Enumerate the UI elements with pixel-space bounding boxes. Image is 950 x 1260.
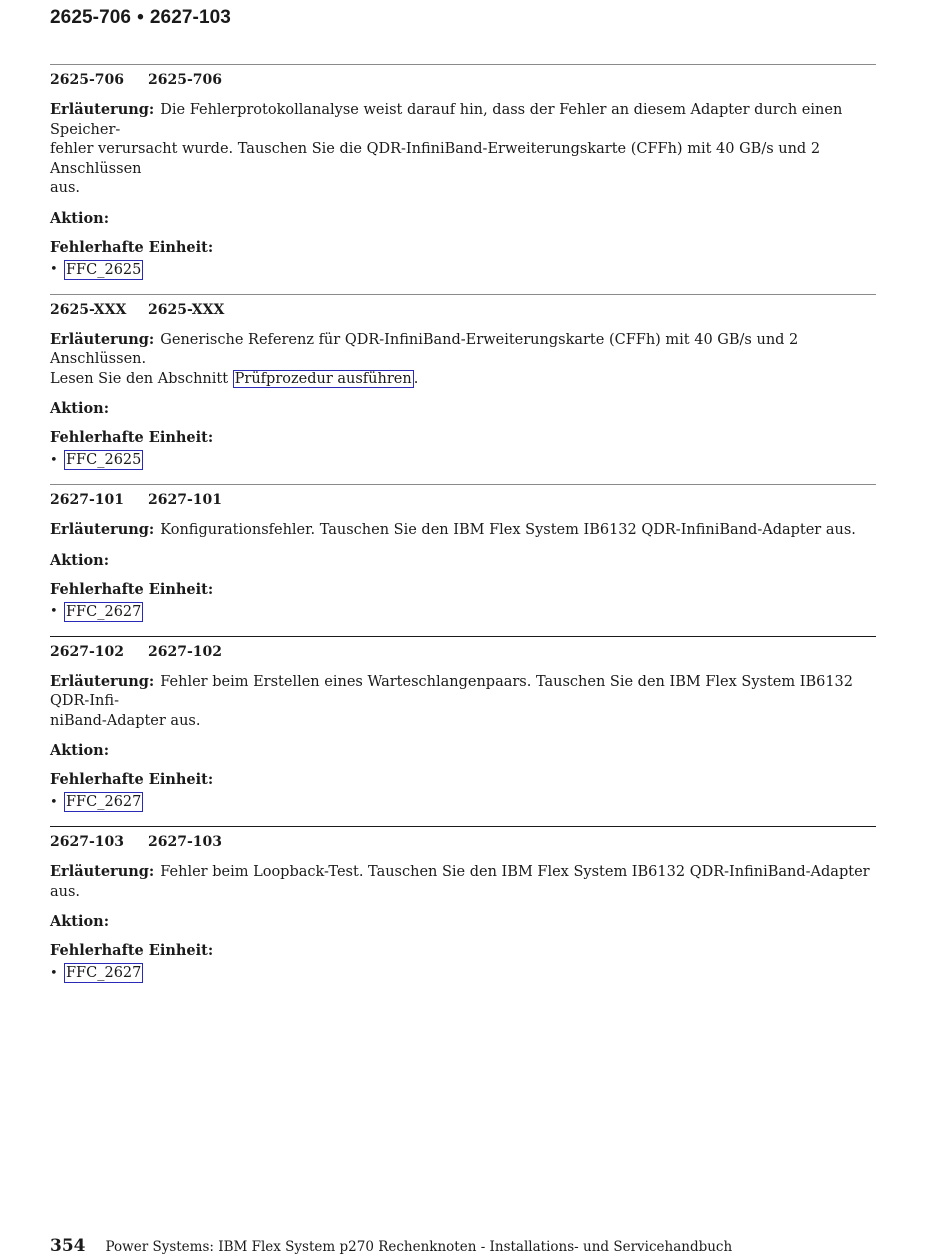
explanation-paragraph (50, 862, 876, 902)
action-label: Aktion: (50, 551, 110, 569)
list-item (50, 602, 876, 622)
explanation-label: Erläuterung: (50, 521, 155, 538)
running-head (50, 7, 231, 29)
entry-heading (50, 72, 876, 89)
explanation-text-line: Fehler beim Erstellen eines Warteschlangenpaars. Tauschen Sie den IBM Flex System IB6132 QDR-Infi- (50, 673, 854, 709)
bullet: • (50, 965, 58, 981)
explanation-text-line: aus. (50, 180, 81, 196)
page-footer (50, 1236, 732, 1256)
fru-list (50, 792, 876, 812)
entry-divider (50, 64, 876, 65)
explanation-text-line: Generische Referenz für QDR-InfiniBand-Erweiterungskarte (CFFh) mit 40 GB/s und 2 Anschlüssen. (50, 331, 799, 367)
error-entry-2625-xxx (50, 294, 876, 471)
error-entry-2627-103 (50, 826, 876, 983)
explanation-text-prefix: Lesen Sie den Abschnitt (50, 370, 233, 387)
entry-code-title: 2627-102 (148, 643, 222, 660)
failing-unit-label: Fehlerhafte Einheit: (50, 429, 214, 446)
fru-link-ffc-2627[interactable]: FFC_2627 (66, 965, 142, 981)
action-label: Aktion: (50, 400, 110, 417)
fru-link-ffc-2625[interactable]: FFC_2625 (66, 261, 142, 278)
error-entry-2625-706 (50, 64, 876, 280)
entry-divider (50, 294, 876, 295)
explanation-text-suffix: . (413, 370, 419, 387)
entry-code-title: 2627-101 (148, 492, 222, 508)
entry-code: 2627-103 (50, 834, 124, 850)
error-entry-2627-102 (50, 636, 876, 813)
action-label: Aktion: (50, 209, 110, 227)
explanation-paragraph (50, 672, 876, 732)
explanation-label: Erläuterung: (50, 863, 155, 880)
bullet: • (50, 262, 58, 277)
running-head-separator: • (137, 7, 144, 28)
entry-code: 2625-706 (50, 72, 124, 88)
explanation-paragraph (50, 520, 876, 541)
explanation-label: Erläuterung: (50, 101, 155, 118)
entry-heading (50, 492, 876, 509)
fru-list (50, 450, 876, 470)
explanation-paragraph (50, 100, 876, 199)
fru-list (50, 963, 876, 983)
entry-code: 2627-101 (50, 492, 124, 508)
fru-list (50, 602, 876, 622)
fru-link-ffc-2627[interactable]: FFC_2627 (66, 794, 142, 810)
failing-unit-label: Fehlerhafte Einheit: (50, 580, 214, 598)
explanation-label: Erläuterung: (50, 672, 155, 690)
action-label: Aktion: (50, 913, 110, 930)
bullet: • (50, 452, 58, 468)
entry-divider (50, 826, 876, 827)
entry-heading (50, 302, 876, 319)
fru-link-ffc-2627[interactable]: FFC_2627 (66, 603, 142, 620)
book-title: Power Systems: IBM Flex System p270 Rechenknoten - Installations- und Servicehandbuch (105, 1239, 733, 1255)
explanation-text-line: Die Fehlerprotokollanalyse weist darauf hin, dass der Fehler an diesem Adapter durch einen Speicher- (50, 102, 843, 138)
entry-heading (50, 834, 876, 851)
running-head-end: 2627-103 (149, 7, 231, 28)
entry-code-title: 2625-XXX (148, 301, 225, 318)
page-number: 354 (50, 1236, 86, 1256)
list-item (50, 260, 876, 280)
action-label: Aktion: (50, 742, 110, 759)
explanation-text-line: Konfigurationsfehler. Tauschen Sie den IBM Flex System IB6132 QDR-InfiniBand-Adapter aus. (160, 522, 856, 538)
bullet: • (50, 794, 58, 810)
entry-divider (50, 484, 876, 485)
error-entry-2627-101 (50, 484, 876, 622)
explanation-text-line: Fehler beim Loopback-Test. Tauschen Sie den IBM Flex System IB6132 QDR-InfiniBand-Adapter aus. (50, 864, 870, 900)
bullet: • (50, 604, 58, 619)
entry-code: 2625-XXX (50, 301, 127, 318)
running-head-start: 2625-706 (50, 7, 132, 28)
explanation-text-line: niBand-Adapter aus. (50, 712, 201, 729)
entry-divider (50, 636, 876, 637)
error-code-list (50, 64, 876, 983)
explanation-label: Erläuterung: (50, 330, 155, 348)
procedure-link[interactable]: Prüfprozedur ausführen (234, 370, 412, 387)
explanation-text-line: fehler verursacht wurde. Tauschen Sie die QDR-InfiniBand-Erweiterungskarte (CFFh) mit 40 GB/s und 2 Anschlüssen (50, 141, 821, 177)
entry-heading (50, 644, 876, 661)
entry-code-title: 2627-103 (148, 834, 222, 850)
fru-link-ffc-2625[interactable]: FFC_2625 (66, 452, 142, 468)
entry-code: 2627-102 (50, 643, 124, 660)
entry-code-title: 2625-706 (148, 72, 222, 88)
explanation-paragraph (50, 330, 876, 390)
fru-list (50, 260, 876, 280)
list-item (50, 792, 876, 812)
list-item (50, 963, 876, 983)
failing-unit-label: Fehlerhafte Einheit: (50, 771, 214, 788)
failing-unit-label: Fehlerhafte Einheit: (50, 942, 214, 959)
list-item (50, 450, 876, 470)
failing-unit-label: Fehlerhafte Einheit: (50, 238, 214, 256)
